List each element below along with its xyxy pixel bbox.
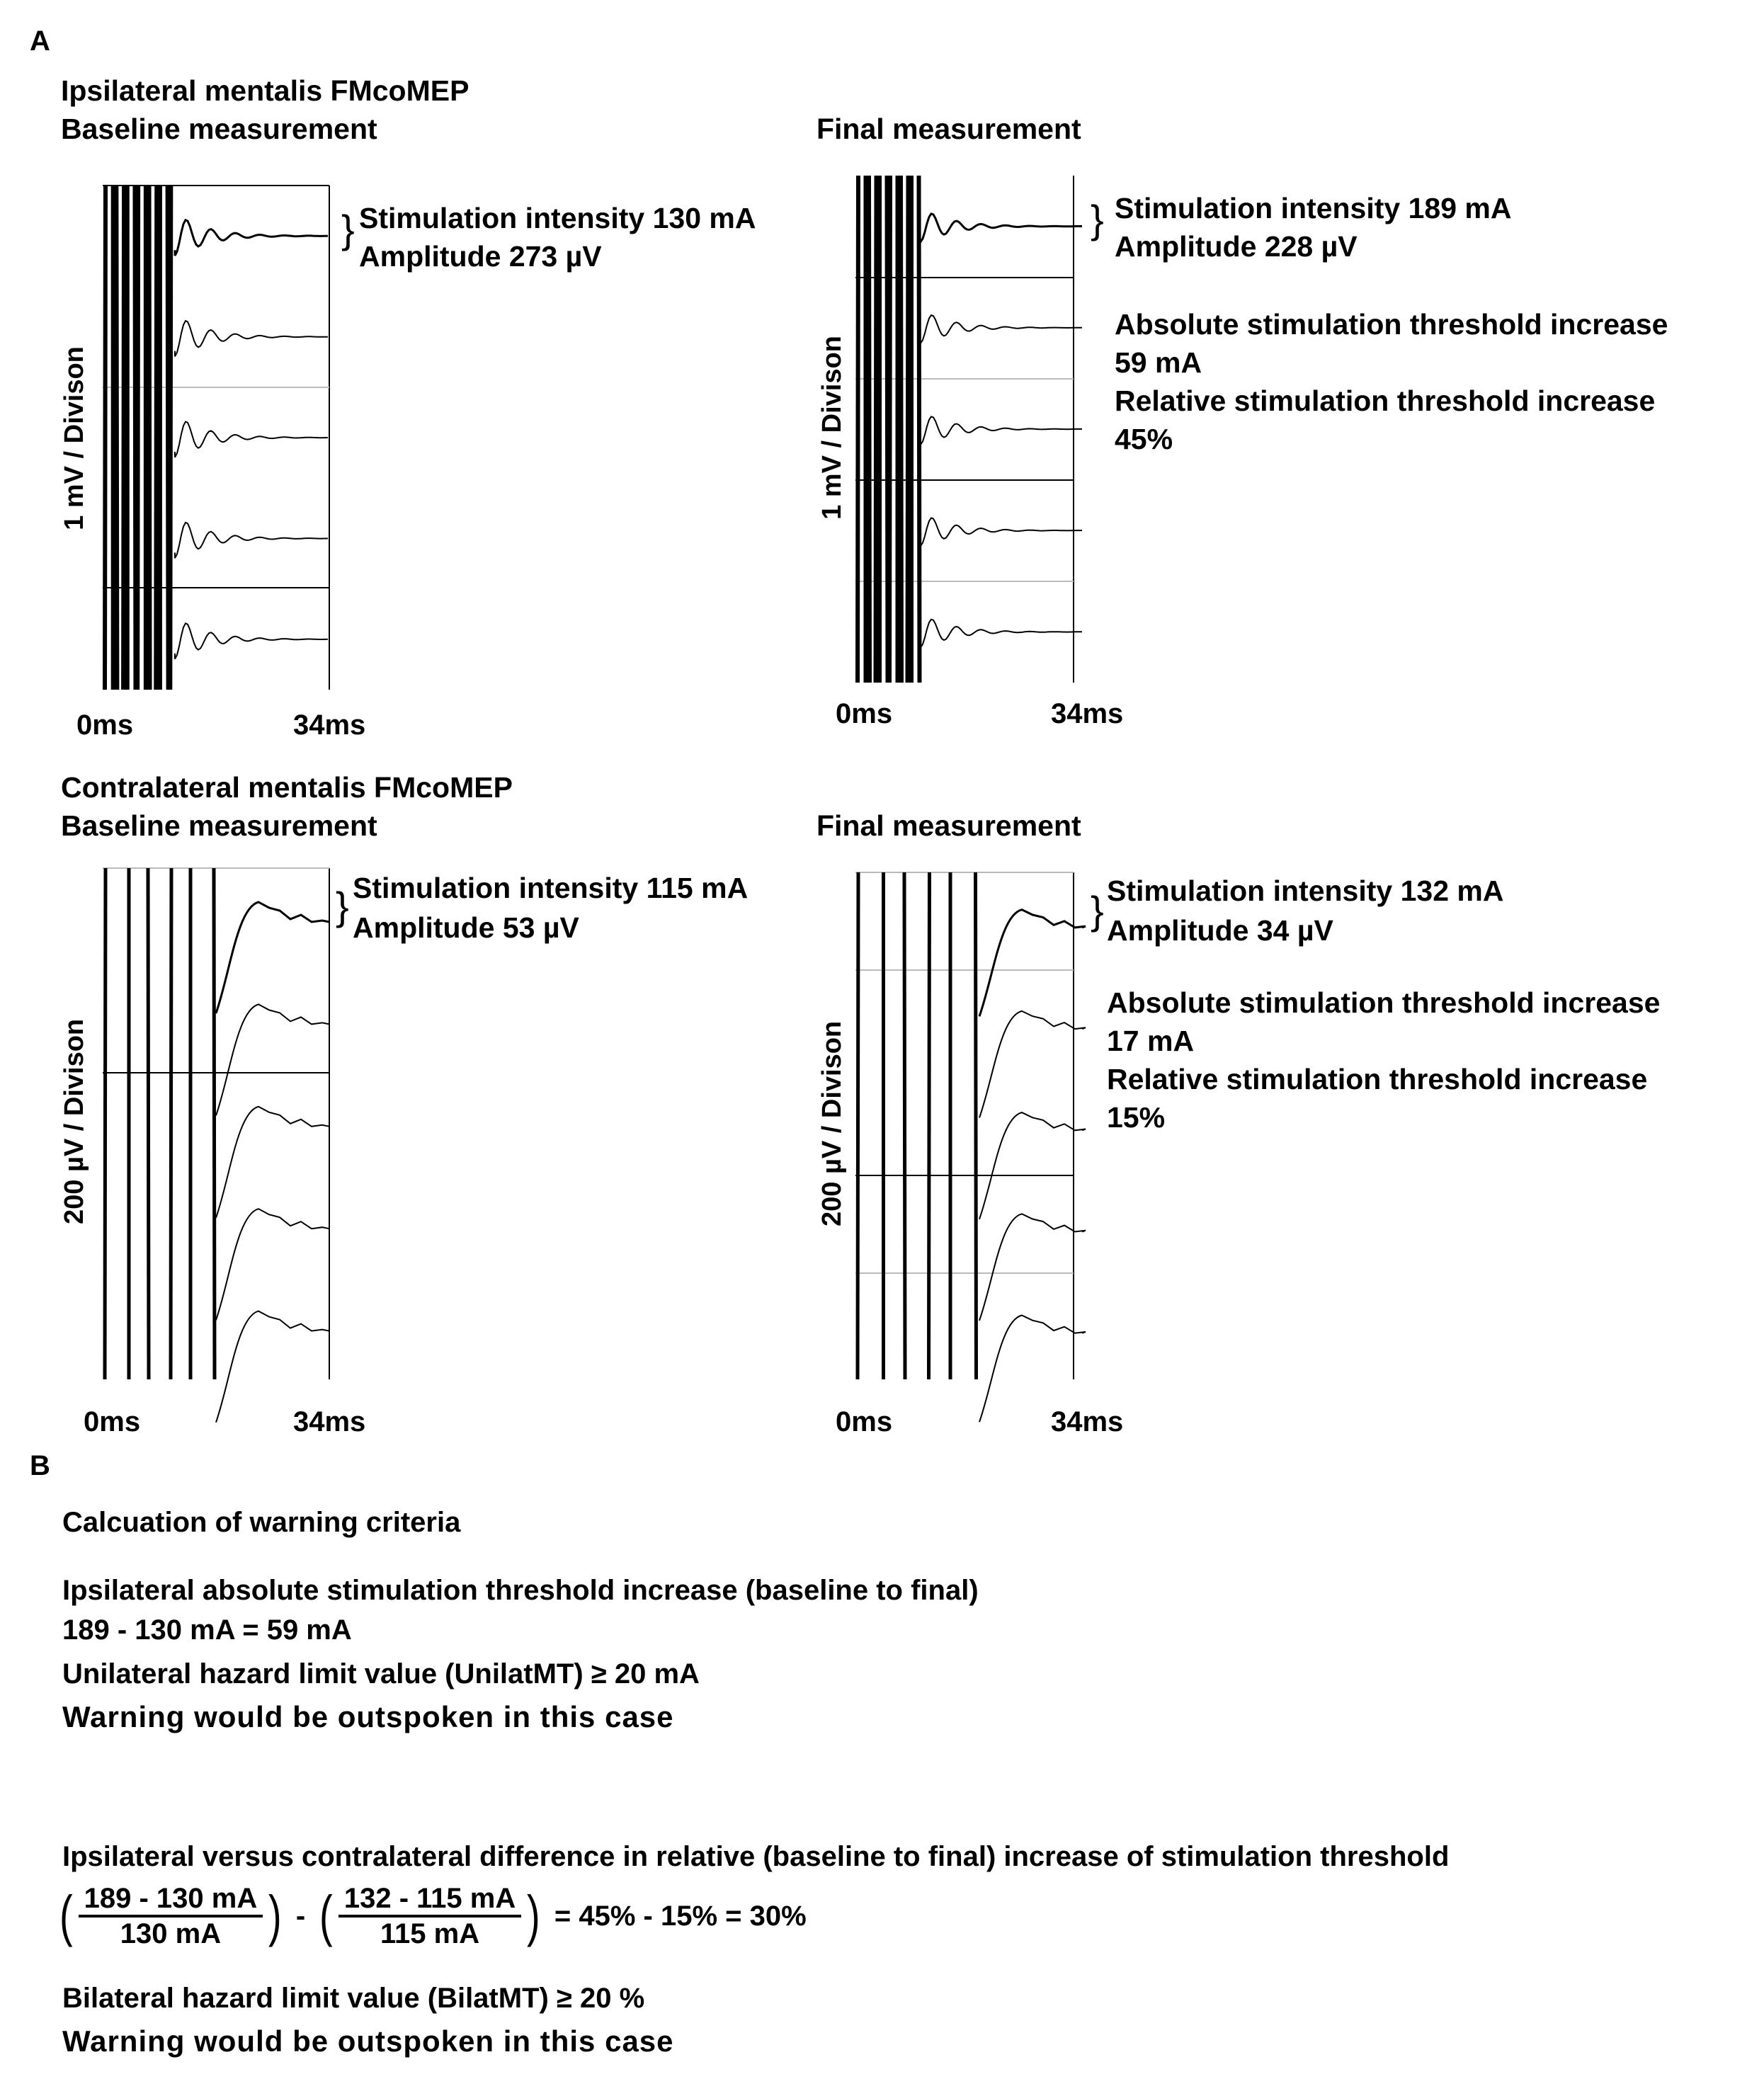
ipsi-final-rel-value: 45% <box>1115 423 1173 455</box>
fraction-contra <box>338 1882 521 1950</box>
ipsi-baseline-artifact-2 <box>116 186 117 690</box>
ipsi-baseline-trace-4 <box>175 523 328 558</box>
ipsi-final-artifact-11 <box>919 176 920 683</box>
contra-final-trace-2 <box>979 1011 1086 1118</box>
contra-baseline-title: Baseline measurement <box>61 809 377 842</box>
contra-baseline-xtick-0: 0ms <box>84 1406 141 1437</box>
contra-final-amp: Amplitude 34 µV <box>1107 914 1333 947</box>
contra-final-artifact-3 <box>929 872 930 1379</box>
ipsi-final-artifact-6 <box>889 176 890 683</box>
ipsi-baseline-stim: Stimulation intensity 130 mA <box>359 202 756 234</box>
contra-baseline-amp: Amplitude 53 µV <box>353 911 579 944</box>
contra-baseline-stim: Stimulation intensity 115 mA <box>353 872 749 904</box>
ipsi-baseline-artifact-12 <box>170 186 171 690</box>
contra-group-title: Contralateral mentalis FMcoMEP <box>61 771 513 804</box>
ipsi-final-trace-1 <box>921 214 1082 242</box>
ipsi-abs-title: Ipsilateral absolute stimulation threshold increase (baseline to final) <box>62 1575 979 1606</box>
ipsi-baseline-artifact-0 <box>105 186 106 690</box>
contra-baseline-artifact-0 <box>105 868 106 1379</box>
contra-baseline-plot <box>103 868 336 1379</box>
ipsi-final-trace-5 <box>921 620 1082 648</box>
ipsi-final-title: Final measurement <box>816 113 1081 145</box>
fraction-contra-denominator: 115 mA <box>380 1918 480 1949</box>
ipsi-baseline-artifact-3 <box>123 186 124 690</box>
ipsi-baseline-trace-3 <box>175 422 328 457</box>
ipsi-final-artifact-2 <box>869 176 870 683</box>
ipsi-baseline-xtick-34: 34ms <box>293 710 366 741</box>
ipsi-baseline-ylabel: 1 mV / Divison <box>59 346 89 530</box>
ipsi-baseline-trace-5 <box>175 623 328 659</box>
contra-baseline-artifact-5 <box>214 868 215 1379</box>
bilat-limit: Bilateral hazard limit value (BilatMT) ≥ 20 % <box>62 1983 645 2014</box>
ipsi-baseline-xtick-0: 0ms <box>76 710 134 741</box>
section-b-heading: Calcuation of warning criteria <box>62 1507 461 1538</box>
contra-baseline-trace-2 <box>216 1004 329 1115</box>
ipsi-final-amp: Amplitude 228 µV <box>1115 230 1358 263</box>
contra-baseline-brace: } <box>336 884 349 928</box>
contra-final-rel-value: 15% <box>1107 1101 1166 1134</box>
contra-baseline-artifact-2 <box>148 868 149 1379</box>
contra-final-trace-4 <box>979 1214 1086 1321</box>
ipsi-baseline-trace-2 <box>175 321 328 356</box>
ipsi-baseline-artifact-6 <box>137 186 138 690</box>
fraction-ipsi-numerator: 189 - 130 mA <box>79 1882 263 1918</box>
ipsi-group-title: Ipsilateral mentalis FMcoMEP <box>61 74 470 107</box>
ipsi-baseline-title: Baseline measurement <box>61 113 377 145</box>
ipsi-final-trace-2 <box>921 315 1082 343</box>
ipsi-final-abs-label: Absolute stimulation threshold increase <box>1115 308 1668 341</box>
contra-baseline-trace-1 <box>216 902 329 1013</box>
fraction-contra-numerator: 132 - 115 mA <box>338 1882 521 1918</box>
ipsi-final-brace: } <box>1091 197 1104 241</box>
contra-baseline-trace-4 <box>216 1209 329 1320</box>
contra-final-xtick-34: 34ms <box>1051 1406 1124 1437</box>
ipsi-final-trace-3 <box>921 416 1082 445</box>
unilat-limit: Unilateral hazard limit value (UnilatMT) ≥ 20 mA <box>62 1658 700 1690</box>
ipsi-final-artifact-9 <box>908 176 909 683</box>
ipsi-final-artifact-3 <box>876 176 877 683</box>
ipsi-baseline-plot <box>103 186 336 690</box>
contra-final-artifact-2 <box>904 872 905 1379</box>
contra-baseline-trace-3 <box>216 1107 329 1218</box>
contra-baseline-xtick-34: 34ms <box>293 1406 366 1437</box>
diff-title: Ipsilateral versus contralateral difference in relative (baseline to final) increase of stimulation threshold <box>62 1841 1450 1872</box>
ipsi-final-xtick-34: 34ms <box>1051 698 1124 729</box>
contra-final-title: Final measurement <box>816 809 1081 842</box>
ipsi-final-rel-label: Relative stimulation threshold increase <box>1115 384 1656 417</box>
ipsi-baseline-trace-1 <box>175 220 328 256</box>
contra-final-stim: Stimulation intensity 132 mA <box>1107 874 1504 907</box>
contra-final-artifact-5 <box>976 872 977 1379</box>
ipsi-final-stim: Stimulation intensity 189 mA <box>1115 192 1512 224</box>
contra-final-abs-value: 17 mA <box>1107 1025 1195 1057</box>
contra-final-xtick-0: 0ms <box>836 1406 893 1437</box>
ipsi-baseline-artifact-8 <box>149 186 150 690</box>
warning-1: Warning would be outspoken in this case <box>62 1700 674 1733</box>
formula-result: = 45% - 15% = 30% <box>554 1900 807 1932</box>
contra-final-plot <box>855 872 1089 1379</box>
contra-baseline-ylabel: 200 µV / Divison <box>59 1018 89 1224</box>
contra-final-rel-label: Relative stimulation threshold increase <box>1107 1063 1648 1095</box>
ipsi-final-plot <box>855 176 1089 683</box>
ipsi-baseline-artifact-9 <box>156 186 157 690</box>
contra-final-trace-3 <box>979 1112 1086 1219</box>
fraction-ipsi <box>79 1882 263 1950</box>
panel-a-label: A <box>30 25 50 57</box>
contra-final-abs-label: Absolute stimulation threshold increase <box>1107 986 1661 1019</box>
ipsi-final-xtick-0: 0ms <box>836 698 893 729</box>
ipsi-abs-calc: 189 - 130 mA = 59 mA <box>62 1614 352 1646</box>
warning-2: Warning would be outspoken in this case <box>62 2024 674 2058</box>
ipsi-final-abs-value: 59 mA <box>1115 346 1202 379</box>
contra-final-ylabel: 200 µV / Divison <box>817 1020 847 1226</box>
minus-sign: - <box>295 1900 306 1932</box>
ipsi-final-trace-4 <box>921 518 1082 547</box>
fraction-ipsi-denominator: 130 mA <box>120 1918 222 1949</box>
ipsi-final-ylabel: 1 mV / Divison <box>817 336 847 520</box>
panel-b-label: B <box>30 1450 50 1481</box>
ipsi-baseline-brace: } <box>341 207 355 251</box>
ipsi-baseline-amp: Amplitude 273 µV <box>359 240 602 273</box>
relative-difference-formula: ( $\frac{189 - 130 mA}{130 mA}$ ) - ( $\frac{132 - 115 mA}{115 mA}$ ) = 45% - 15% = 30% <box>59 1883 807 1949</box>
contra-final-trace-1 <box>979 910 1086 1017</box>
contra-final-brace: } <box>1091 888 1104 933</box>
